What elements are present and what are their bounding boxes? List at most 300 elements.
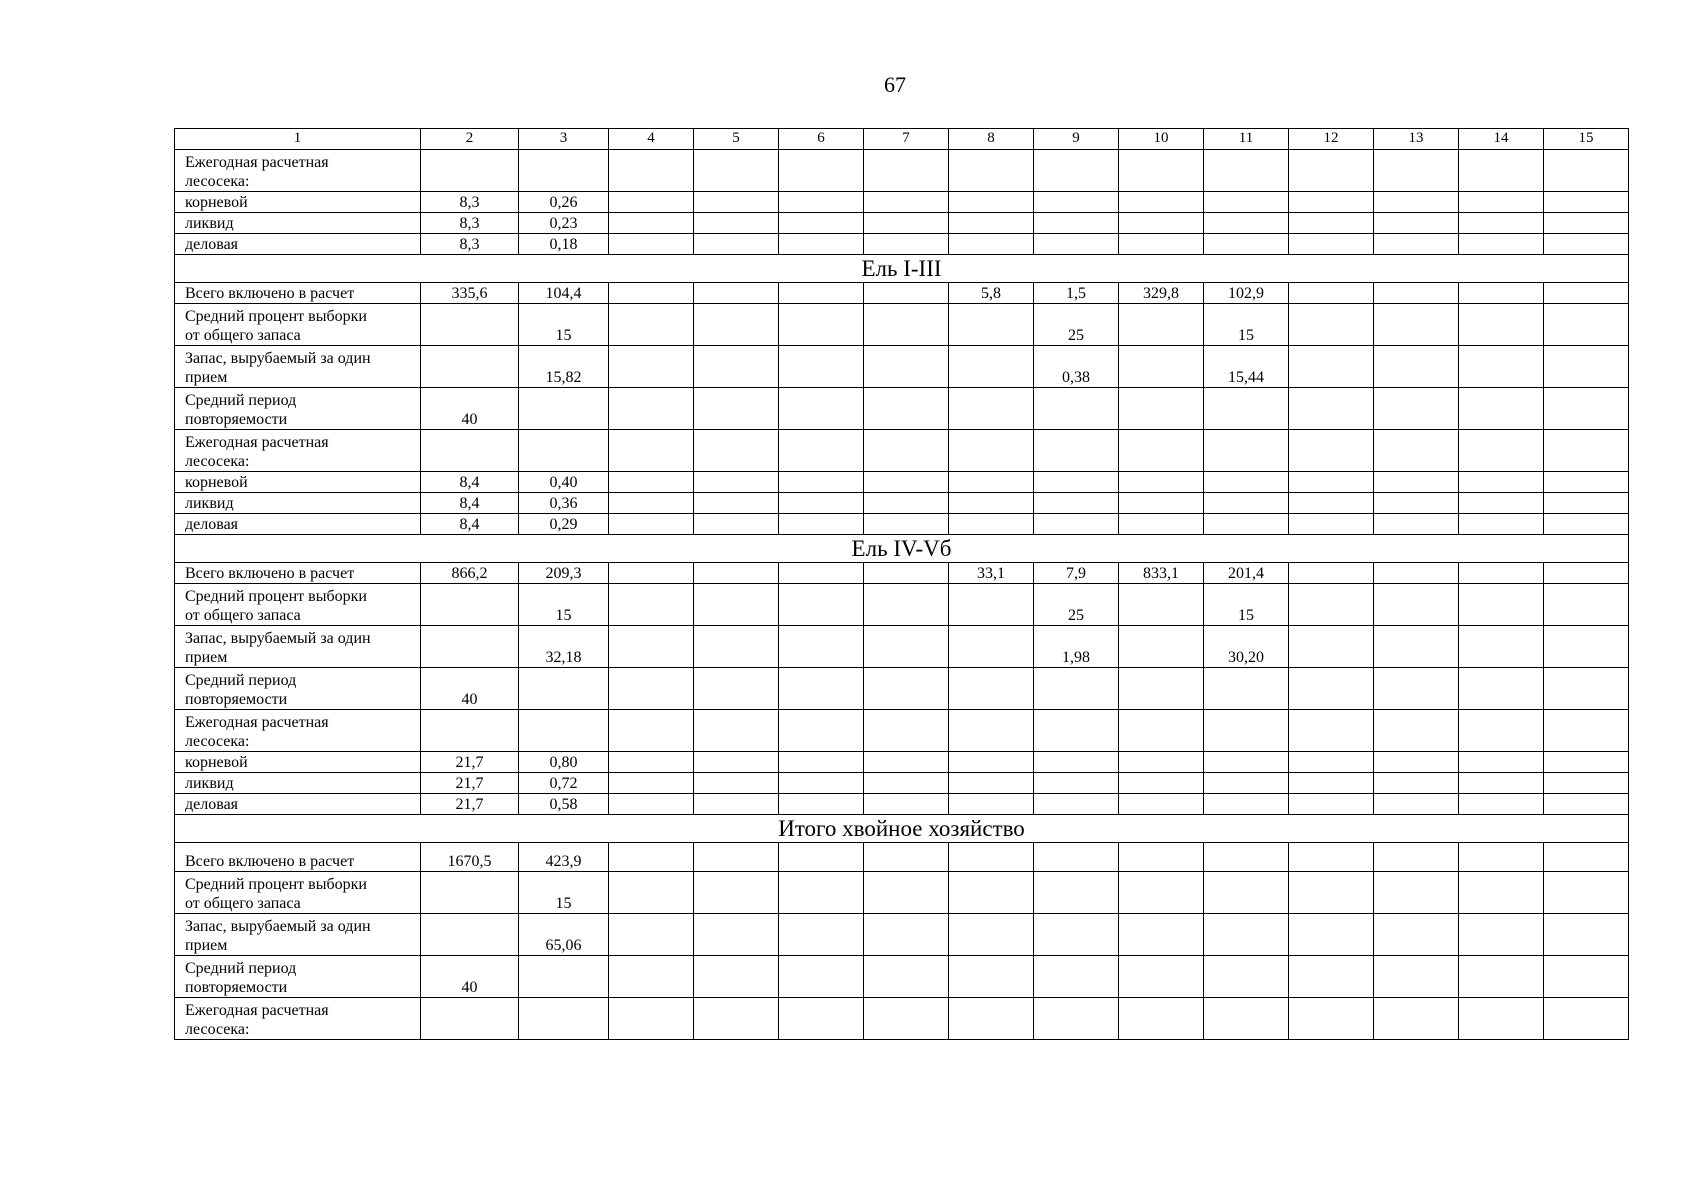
table-cell-col-3: 104,4 — [519, 283, 609, 304]
table-cell-col-14 — [1459, 234, 1544, 255]
table-cell-col-5 — [694, 472, 779, 493]
table-cell-col-5 — [694, 773, 779, 794]
table-cell-col-8 — [949, 150, 1034, 192]
table-cell-col-4 — [609, 388, 694, 430]
table-cell-col-11 — [1204, 514, 1289, 535]
table-cell-col-12 — [1289, 773, 1374, 794]
table-row — [175, 304, 1629, 346]
section-title: Ель IV-Vб — [175, 535, 1629, 563]
table-cell-col-2 — [421, 584, 519, 626]
table-cell-col-14 — [1459, 283, 1544, 304]
table-cell-col-5 — [694, 668, 779, 710]
table-cell-col-3 — [519, 710, 609, 752]
table-cell-col-8 — [949, 872, 1034, 914]
table-row — [175, 514, 1629, 535]
row-label: корневой — [175, 192, 421, 213]
section-heading-row — [175, 535, 1629, 563]
table-cell-col-5 — [694, 710, 779, 752]
table-cell-col-7 — [864, 872, 949, 914]
table-cell-col-9 — [1034, 956, 1119, 998]
table-cell-col-3: 32,18 — [519, 626, 609, 668]
table-cell-col-3 — [519, 388, 609, 430]
table-cell-col-13 — [1374, 773, 1459, 794]
row-label: Средний период повторяемости — [175, 668, 421, 710]
table-cell-col-13 — [1374, 872, 1459, 914]
table-row — [175, 388, 1629, 430]
row-label: Ежегодная расчетная лесосека: — [175, 710, 421, 752]
table-cell-col-12 — [1289, 584, 1374, 626]
table-cell-col-10 — [1119, 472, 1204, 493]
table-cell-col-6 — [779, 794, 864, 815]
table-cell-col-5 — [694, 752, 779, 773]
table-row — [175, 346, 1629, 388]
table-row — [175, 794, 1629, 815]
table-cell-col-8 — [949, 213, 1034, 234]
table-cell-col-4 — [609, 213, 694, 234]
table-cell-col-3: 65,06 — [519, 914, 609, 956]
table-cell-col-5 — [694, 388, 779, 430]
table-cell-col-3: 423,9 — [519, 843, 609, 872]
table-cell-col-14 — [1459, 430, 1544, 472]
table-cell-col-15 — [1544, 192, 1629, 213]
table-cell-col-14 — [1459, 388, 1544, 430]
table-cell-col-12 — [1289, 914, 1374, 956]
table-cell-col-11: 15 — [1204, 584, 1289, 626]
table-cell-col-6 — [779, 773, 864, 794]
table-cell-col-6 — [779, 710, 864, 752]
table-cell-col-6 — [779, 213, 864, 234]
table-cell-col-7 — [864, 710, 949, 752]
table-cell-col-6 — [779, 914, 864, 956]
table-cell-col-4 — [609, 794, 694, 815]
table-cell-col-3 — [519, 430, 609, 472]
table-cell-col-2 — [421, 626, 519, 668]
row-label: ликвид — [175, 493, 421, 514]
table-cell-col-5 — [694, 956, 779, 998]
table-cell-col-10 — [1119, 304, 1204, 346]
table-cell-col-15 — [1544, 794, 1629, 815]
table-cell-col-2: 21,7 — [421, 794, 519, 815]
row-label: Ежегодная расчетная лесосека: — [175, 150, 421, 192]
section-title: Итого хвойное хозяйство — [175, 815, 1629, 843]
table-cell-col-14 — [1459, 304, 1544, 346]
table-cell-col-15 — [1544, 213, 1629, 234]
table-cell-col-9 — [1034, 388, 1119, 430]
table-cell-col-11: 30,20 — [1204, 626, 1289, 668]
column-header-5: 5 — [694, 129, 779, 150]
table-cell-col-13 — [1374, 710, 1459, 752]
table-cell-col-4 — [609, 843, 694, 872]
table-cell-col-6 — [779, 493, 864, 514]
table-cell-col-4 — [609, 493, 694, 514]
table-cell-col-2 — [421, 872, 519, 914]
row-label: Всего включено в расчет — [175, 563, 421, 584]
table-cell-col-10 — [1119, 150, 1204, 192]
table-cell-col-15 — [1544, 514, 1629, 535]
table-cell-col-15 — [1544, 346, 1629, 388]
table-cell-col-14 — [1459, 914, 1544, 956]
row-label: ликвид — [175, 213, 421, 234]
table-cell-col-8 — [949, 472, 1034, 493]
table-cell-col-3: 0,72 — [519, 773, 609, 794]
table-cell-col-10 — [1119, 956, 1204, 998]
table-cell-col-8 — [949, 710, 1034, 752]
table-cell-col-9 — [1034, 872, 1119, 914]
table-cell-col-11: 15,44 — [1204, 346, 1289, 388]
table-cell-col-9: 25 — [1034, 584, 1119, 626]
table-cell-col-15 — [1544, 584, 1629, 626]
table-cell-col-6 — [779, 626, 864, 668]
table-cell-col-12 — [1289, 388, 1374, 430]
table-cell-col-4 — [609, 150, 694, 192]
table-cell-col-15 — [1544, 472, 1629, 493]
table-cell-col-5 — [694, 213, 779, 234]
table-cell-col-9 — [1034, 493, 1119, 514]
column-number-header-row — [175, 129, 1629, 150]
table-row — [175, 843, 1629, 872]
table-cell-col-15 — [1544, 998, 1629, 1040]
table-cell-col-4 — [609, 773, 694, 794]
table-row — [175, 668, 1629, 710]
column-header-10: 10 — [1119, 129, 1204, 150]
table-cell-col-4 — [609, 710, 694, 752]
row-label: Ежегодная расчетная лесосека: — [175, 998, 421, 1040]
table-row — [175, 773, 1629, 794]
table-cell-col-9 — [1034, 430, 1119, 472]
table-cell-col-9 — [1034, 998, 1119, 1040]
table-cell-col-9 — [1034, 914, 1119, 956]
table-cell-col-2: 40 — [421, 388, 519, 430]
table-cell-col-7 — [864, 472, 949, 493]
table-cell-col-10 — [1119, 430, 1204, 472]
column-header-6: 6 — [779, 129, 864, 150]
table-cell-col-5 — [694, 626, 779, 668]
table-cell-col-14 — [1459, 213, 1544, 234]
column-header-3: 3 — [519, 129, 609, 150]
table-cell-col-11: 102,9 — [1204, 283, 1289, 304]
table-cell-col-9: 1,5 — [1034, 283, 1119, 304]
table-cell-col-13 — [1374, 304, 1459, 346]
row-label: корневой — [175, 752, 421, 773]
table-cell-col-9 — [1034, 213, 1119, 234]
table-cell-col-3: 0,58 — [519, 794, 609, 815]
section-title: Ель I-III — [175, 255, 1629, 283]
table-cell-col-3: 209,3 — [519, 563, 609, 584]
table-cell-col-12 — [1289, 283, 1374, 304]
row-label: корневой — [175, 472, 421, 493]
table-cell-col-15 — [1544, 563, 1629, 584]
table-cell-col-2: 40 — [421, 668, 519, 710]
table-cell-col-2: 8,4 — [421, 472, 519, 493]
table-cell-col-9: 1,98 — [1034, 626, 1119, 668]
table-cell-col-5 — [694, 514, 779, 535]
row-label: Средний процент выборки от общего запаса — [175, 584, 421, 626]
table-cell-col-9 — [1034, 843, 1119, 872]
table-cell-col-10 — [1119, 794, 1204, 815]
table-cell-col-7 — [864, 668, 949, 710]
table-cell-col-12 — [1289, 843, 1374, 872]
table-cell-col-12 — [1289, 430, 1374, 472]
table-cell-col-3: 0,26 — [519, 192, 609, 213]
table-cell-col-4 — [609, 956, 694, 998]
table-cell-col-7 — [864, 192, 949, 213]
column-header-8: 8 — [949, 129, 1034, 150]
table-cell-col-2 — [421, 998, 519, 1040]
table-cell-col-6 — [779, 430, 864, 472]
row-label: Запас, вырубаемый за один прием — [175, 914, 421, 956]
table-cell-col-15 — [1544, 872, 1629, 914]
table-cell-col-12 — [1289, 710, 1374, 752]
table-cell-col-13 — [1374, 213, 1459, 234]
table-cell-col-15 — [1544, 283, 1629, 304]
table-cell-col-9: 0,38 — [1034, 346, 1119, 388]
table-cell-col-11 — [1204, 192, 1289, 213]
table-cell-col-2: 8,4 — [421, 493, 519, 514]
table-cell-col-7 — [864, 388, 949, 430]
table-cell-col-11 — [1204, 773, 1289, 794]
table-row — [175, 150, 1629, 192]
allowable-cut-table — [174, 128, 1629, 1040]
table-cell-col-14 — [1459, 192, 1544, 213]
table-row — [175, 213, 1629, 234]
table-cell-col-2: 8,4 — [421, 514, 519, 535]
table-cell-col-6 — [779, 472, 864, 493]
table-cell-col-3: 0,36 — [519, 493, 609, 514]
table-cell-col-4 — [609, 192, 694, 213]
table-cell-col-13 — [1374, 234, 1459, 255]
table-cell-col-6 — [779, 304, 864, 346]
table-cell-col-11 — [1204, 914, 1289, 956]
table-cell-col-2 — [421, 150, 519, 192]
table-cell-col-12 — [1289, 346, 1374, 388]
table-cell-col-13 — [1374, 150, 1459, 192]
table-cell-col-14 — [1459, 773, 1544, 794]
table-cell-col-4 — [609, 346, 694, 388]
table-cell-col-8 — [949, 914, 1034, 956]
table-cell-col-12 — [1289, 304, 1374, 346]
table-cell-col-12 — [1289, 514, 1374, 535]
table-cell-col-9 — [1034, 472, 1119, 493]
column-header-9: 9 — [1034, 129, 1119, 150]
table-cell-col-7 — [864, 493, 949, 514]
table-cell-col-11 — [1204, 956, 1289, 998]
row-label: Запас, вырубаемый за один прием — [175, 626, 421, 668]
table-cell-col-10 — [1119, 914, 1204, 956]
table-cell-col-13 — [1374, 668, 1459, 710]
table-cell-col-2: 8,3 — [421, 192, 519, 213]
table-cell-col-9 — [1034, 514, 1119, 535]
table-cell-col-5 — [694, 794, 779, 815]
table-cell-col-5 — [694, 192, 779, 213]
table-cell-col-7 — [864, 150, 949, 192]
table-cell-col-14 — [1459, 843, 1544, 872]
table-cell-col-12 — [1289, 234, 1374, 255]
table-cell-col-13 — [1374, 388, 1459, 430]
table-cell-col-2: 8,3 — [421, 213, 519, 234]
table-cell-col-10 — [1119, 626, 1204, 668]
table-cell-col-8 — [949, 304, 1034, 346]
table-cell-col-8 — [949, 794, 1034, 815]
table-cell-col-13 — [1374, 563, 1459, 584]
table-cell-col-11 — [1204, 872, 1289, 914]
table-cell-col-15 — [1544, 150, 1629, 192]
table-cell-col-2 — [421, 304, 519, 346]
table-cell-col-11 — [1204, 794, 1289, 815]
table-cell-col-15 — [1544, 234, 1629, 255]
table-cell-col-6 — [779, 584, 864, 626]
table-cell-col-12 — [1289, 563, 1374, 584]
table-cell-col-4 — [609, 668, 694, 710]
table-cell-col-15 — [1544, 914, 1629, 956]
table-cell-col-5 — [694, 346, 779, 388]
table-cell-col-14 — [1459, 150, 1544, 192]
table-cell-col-12 — [1289, 213, 1374, 234]
row-label: Запас, вырубаемый за один прием — [175, 346, 421, 388]
table-cell-col-8: 5,8 — [949, 283, 1034, 304]
table-cell-col-10 — [1119, 843, 1204, 872]
table-cell-col-10 — [1119, 752, 1204, 773]
table-cell-col-11 — [1204, 472, 1289, 493]
table-cell-col-9 — [1034, 794, 1119, 815]
table-cell-col-8 — [949, 192, 1034, 213]
table-row — [175, 430, 1629, 472]
table-cell-col-11: 15 — [1204, 304, 1289, 346]
table-cell-col-15 — [1544, 710, 1629, 752]
table-cell-col-5 — [694, 150, 779, 192]
table-cell-col-13 — [1374, 998, 1459, 1040]
table-cell-col-13 — [1374, 794, 1459, 815]
table-cell-col-13 — [1374, 430, 1459, 472]
table-cell-col-11 — [1204, 430, 1289, 472]
table-cell-col-10 — [1119, 710, 1204, 752]
table-cell-col-7 — [864, 752, 949, 773]
table-cell-col-10 — [1119, 213, 1204, 234]
table-cell-col-9: 7,9 — [1034, 563, 1119, 584]
table-cell-col-11 — [1204, 150, 1289, 192]
table-cell-col-8 — [949, 493, 1034, 514]
table-cell-col-13 — [1374, 752, 1459, 773]
table-cell-col-4 — [609, 304, 694, 346]
table-cell-col-12 — [1289, 794, 1374, 815]
table-cell-col-6 — [779, 668, 864, 710]
table-cell-col-6 — [779, 872, 864, 914]
row-label: Всего включено в расчет — [175, 843, 421, 872]
table-cell-col-5 — [694, 493, 779, 514]
row-label: Всего включено в расчет — [175, 283, 421, 304]
table-cell-col-5 — [694, 998, 779, 1040]
page-number: 67 — [884, 72, 906, 97]
table-cell-col-6 — [779, 843, 864, 872]
table-cell-col-3: 0,40 — [519, 472, 609, 493]
table-row — [175, 956, 1629, 998]
table-cell-col-10: 833,1 — [1119, 563, 1204, 584]
table-cell-col-12 — [1289, 956, 1374, 998]
table-cell-col-2: 21,7 — [421, 752, 519, 773]
table-cell-col-2 — [421, 914, 519, 956]
row-label: ликвид — [175, 773, 421, 794]
table-cell-col-12 — [1289, 493, 1374, 514]
table-cell-col-7 — [864, 773, 949, 794]
table-cell-col-15 — [1544, 843, 1629, 872]
table-cell-col-13 — [1374, 346, 1459, 388]
table-cell-col-5 — [694, 584, 779, 626]
table-cell-col-15 — [1544, 668, 1629, 710]
table-cell-col-7 — [864, 346, 949, 388]
table-cell-col-3: 0,23 — [519, 213, 609, 234]
table-cell-col-14 — [1459, 584, 1544, 626]
table-cell-col-15 — [1544, 626, 1629, 668]
table-cell-col-8: 33,1 — [949, 563, 1034, 584]
row-label: Средний период повторяемости — [175, 956, 421, 998]
table-row — [175, 626, 1629, 668]
table-cell-col-14 — [1459, 668, 1544, 710]
table-cell-col-8 — [949, 668, 1034, 710]
table-cell-col-13 — [1374, 192, 1459, 213]
table-cell-col-5 — [694, 234, 779, 255]
table-cell-col-2: 1670,5 — [421, 843, 519, 872]
table-cell-col-8 — [949, 626, 1034, 668]
table-cell-col-7 — [864, 514, 949, 535]
table-cell-col-4 — [609, 472, 694, 493]
table-row — [175, 192, 1629, 213]
table-cell-col-5 — [694, 304, 779, 346]
table-cell-col-14 — [1459, 710, 1544, 752]
table-cell-col-11: 201,4 — [1204, 563, 1289, 584]
table-row — [175, 998, 1629, 1040]
table-cell-col-6 — [779, 752, 864, 773]
table-cell-col-8 — [949, 752, 1034, 773]
row-label: деловая — [175, 794, 421, 815]
table-cell-col-12 — [1289, 752, 1374, 773]
table-cell-col-3: 0,18 — [519, 234, 609, 255]
column-header-4: 4 — [609, 129, 694, 150]
table-cell-col-15 — [1544, 752, 1629, 773]
table-cell-col-9 — [1034, 150, 1119, 192]
table-cell-col-8 — [949, 346, 1034, 388]
table-cell-col-4 — [609, 563, 694, 584]
table-cell-col-13 — [1374, 956, 1459, 998]
table-cell-col-7 — [864, 563, 949, 584]
table-cell-col-15 — [1544, 388, 1629, 430]
table-cell-col-9 — [1034, 710, 1119, 752]
table-cell-col-7 — [864, 914, 949, 956]
table-cell-col-5 — [694, 430, 779, 472]
section-heading-row — [175, 815, 1629, 843]
table-cell-col-13 — [1374, 283, 1459, 304]
column-header-1: 1 — [175, 129, 421, 150]
table-cell-col-10 — [1119, 234, 1204, 255]
table-cell-col-13 — [1374, 626, 1459, 668]
table-cell-col-7 — [864, 213, 949, 234]
table-cell-col-14 — [1459, 346, 1544, 388]
table-cell-col-8 — [949, 514, 1034, 535]
table-cell-col-10 — [1119, 388, 1204, 430]
table-cell-col-3: 15 — [519, 584, 609, 626]
table-cell-col-8 — [949, 234, 1034, 255]
table-cell-col-10 — [1119, 493, 1204, 514]
table-cell-col-11 — [1204, 213, 1289, 234]
table-cell-col-14 — [1459, 626, 1544, 668]
table-cell-col-8 — [949, 998, 1034, 1040]
table-cell-col-7 — [864, 794, 949, 815]
table-cell-col-8 — [949, 388, 1034, 430]
table-cell-col-9 — [1034, 773, 1119, 794]
table-cell-col-6 — [779, 998, 864, 1040]
table-cell-col-6 — [779, 283, 864, 304]
table-cell-col-11 — [1204, 668, 1289, 710]
table-cell-col-13 — [1374, 584, 1459, 626]
table-cell-col-15 — [1544, 304, 1629, 346]
